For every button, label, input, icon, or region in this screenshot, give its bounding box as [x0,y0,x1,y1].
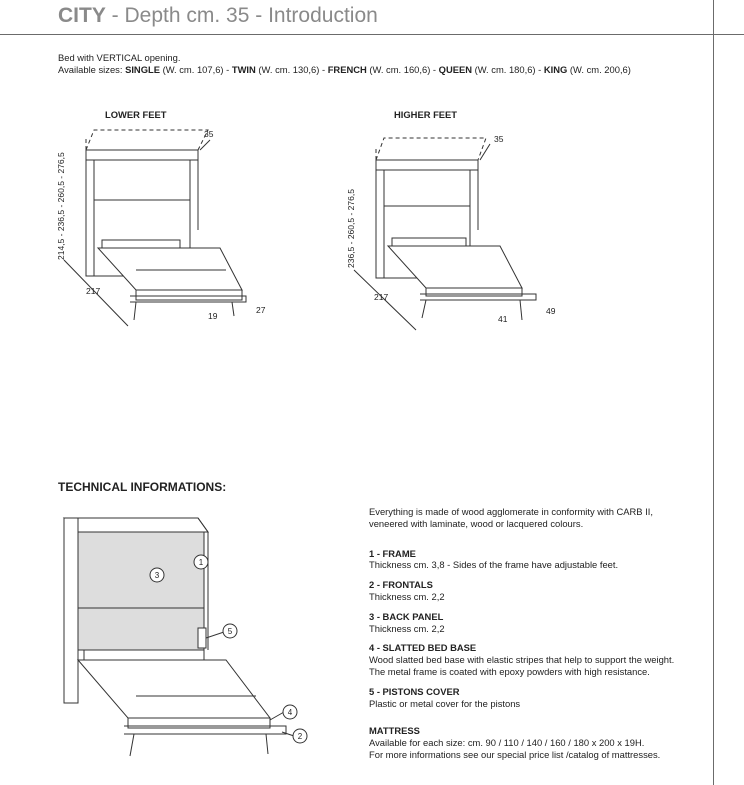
callout-4: 4 [287,708,293,717]
title-separator: - [105,4,125,27]
higher-feet-drawing [340,120,570,340]
callout-5: 5 [227,627,233,636]
technical-description [369,506,679,761]
lower-feet-drawing [50,120,280,340]
higher-height-dims: 236,5 - 260,5 - 276,5 [346,189,356,268]
size-dim: (W. cm. 160,6) - [366,64,439,75]
lower-height-dims: 214,5 - 236,5 - 260,5 - 276,5 [56,152,66,260]
sizes-label: Available sizes: [58,64,126,75]
callout-2: 2 [297,732,303,741]
higher-length-dim: 217 [374,292,389,302]
technical-drawing [56,510,316,760]
lower-feet-label: LOWER FEET [105,109,167,120]
spec-heading: 4 - SLATTED BED BASE [369,642,477,654]
sizes-line [58,64,631,76]
size-name: TWIN [231,64,256,75]
spec-text: Thickness cm. 3,8 - Sides of the frame have adjustable feet. [369,559,619,571]
spec-heading: 5 - PISTONS COVER [369,685,460,697]
page-title [58,4,378,28]
size-name: FRENCH [327,64,367,75]
lower-length-dim: 217 [86,286,101,296]
size-dim: (W. cm. 180,6) - [472,64,544,75]
title-subtitle: Depth cm. 35 - Introduction [124,4,378,27]
spec-item [369,611,679,635]
spec-heading: 3 - BACK PANEL [369,610,444,622]
size-dim: (W. cm. 130,6) - [255,64,328,75]
mattress-block [369,725,679,760]
brand-name: CITY [58,4,106,27]
spec-heading: 1 - FRAME [369,547,416,559]
spec-item [369,686,679,710]
tech-intro: Everything is made of wood agglomerate in conformity with CARB II, veneered with laminate, wood or lacquered colours. [369,506,653,529]
spec-text: Thickness cm. 2,2 [369,622,445,634]
callout-3: 3 [154,571,160,580]
size-dim: (W. cm. 200,6) [567,64,631,75]
intro-line: Bed with VERTICAL opening. [58,52,181,63]
spec-text: Plastic or metal cover for the pistons [369,697,521,709]
mattress-heading: MATTRESS [369,725,420,737]
mattress-line: Available for each size: cm. 90 / 110 / 140 / 160 / 180 x 200 x 19H. [369,737,645,749]
size-name: KING [543,64,568,75]
higher-depth-dim: 35 [494,134,504,144]
intro-block [58,52,631,76]
spec-text: Thickness cm. 2,2 [369,590,445,602]
size-name: SINGLE [125,64,160,75]
callout-1: 1 [198,558,204,567]
lower-leg-dim: 19 [208,311,218,321]
lower-bed-height-dim: 27 [256,305,266,315]
spec-text: Wood slatted bed base with elastic stripes that help to support the weight. The metal frame is coated with epoxy powders with high resistance. [369,654,675,677]
spec-item [369,642,679,677]
spec-item [369,548,679,572]
higher-feet-label: HIGHER FEET [394,109,458,120]
right-margin-line [713,0,714,785]
lower-depth-dim: 35 [204,129,214,139]
higher-leg-dim: 41 [498,314,508,324]
spec-heading: 2 - FRONTALS [369,579,433,591]
higher-bed-height-dim: 49 [546,306,556,316]
spec-item [369,579,679,603]
size-name: QUEEN [438,64,472,75]
mattress-line: For more informations see our special price list /catalog of mattresses. [369,748,661,760]
size-dim: (W. cm. 107,6) - [159,64,232,75]
technical-title: TECHNICAL INFORMATIONS: [58,480,227,494]
header-divider [0,34,744,35]
